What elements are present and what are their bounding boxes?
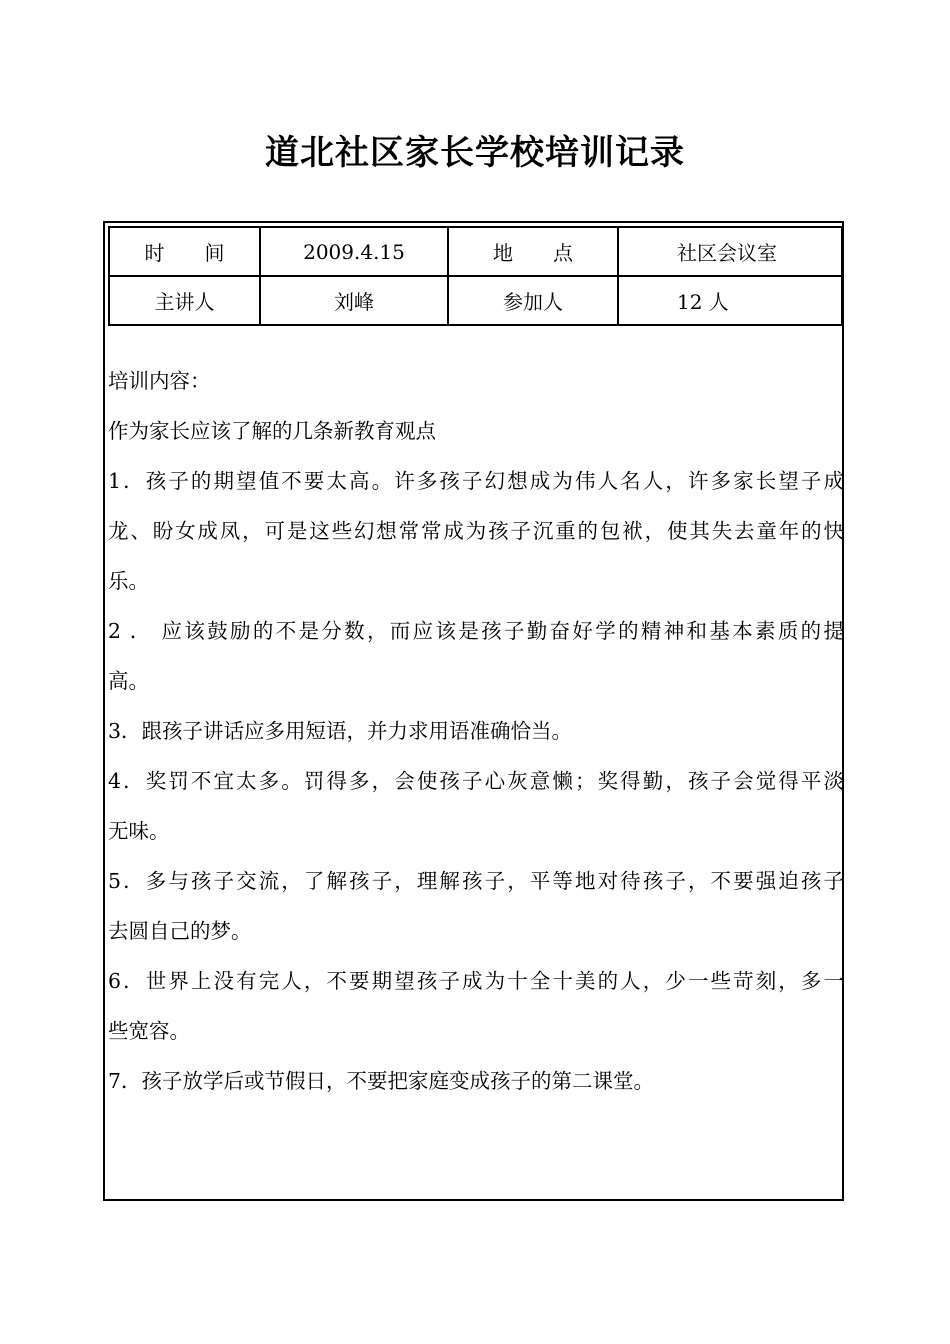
content-item xyxy=(108,956,844,1056)
content-item xyxy=(108,456,844,606)
content-item xyxy=(108,756,844,856)
content-item-line: 4．奖罚不宜太多。罚得多，会使孩子心灰意懒；奖得勤，孩子会觉得平淡 xyxy=(108,769,844,793)
content-item xyxy=(108,606,844,706)
content-item xyxy=(108,706,844,756)
content-item-line: 无味。 xyxy=(108,819,170,843)
content-item xyxy=(108,1056,844,1106)
document-title: 道北社区家长学校培训记录 xyxy=(265,133,685,173)
content-subtitle: 作为家长应该了解的几条新教育观点 xyxy=(108,419,436,443)
info-row-speaker-participants xyxy=(109,276,842,325)
content-item-line: 2 ． 应该鼓励的不是分数，而应该是孩子勤奋好学的精神和基本素质的提 xyxy=(108,619,844,643)
training-content xyxy=(108,356,844,1106)
place-value: 社区会议室 xyxy=(618,227,842,276)
content-item-line: 去圆自己的梦。 xyxy=(108,919,252,943)
content-item-line: 6．世界上没有完人，不要期望孩子成为十全十美的人，少一些苛刻，多一 xyxy=(108,969,844,993)
content-item-line: 龙、盼女成凤，可是这些幻想常常成为孩子沉重的包袱，使其失去童年的快 xyxy=(108,519,844,543)
content-items xyxy=(108,456,844,1106)
time-value: 2009.4.15 xyxy=(260,227,448,276)
content-item-line: 5．多与孩子交流，了解孩子，理解孩子，平等地对待孩子，不要强迫孩子 xyxy=(108,869,844,893)
content-item-line: 乐。 xyxy=(108,569,149,593)
speaker-value: 刘峰 xyxy=(260,276,448,325)
content-item-line: 7．孩子放学后或节假日，不要把家庭变成孩子的第二课堂。 xyxy=(108,1069,655,1093)
speaker-label: 主讲人 xyxy=(109,276,260,325)
participants-value: 12 人 xyxy=(618,276,842,325)
content-item-line: 1．孩子的期望值不要太高。许多孩子幻想成为伟人名人，许多家长望子成 xyxy=(108,469,844,493)
content-item-line: 高。 xyxy=(108,669,149,693)
place-label: 地 点 xyxy=(448,227,618,276)
time-label: 时 间 xyxy=(109,227,260,276)
content-item-line: 些宽容。 xyxy=(108,1019,190,1043)
record-table-frame xyxy=(103,221,844,1201)
content-item xyxy=(108,856,844,956)
content-item-line: 3．跟孩子讲话应多用短语，并力求用语准确恰当。 xyxy=(108,719,573,743)
participants-label: 参加人 xyxy=(448,276,618,325)
info-row-time-place xyxy=(109,227,842,276)
info-table xyxy=(108,226,843,326)
content-heading: 培训内容： xyxy=(108,369,211,393)
